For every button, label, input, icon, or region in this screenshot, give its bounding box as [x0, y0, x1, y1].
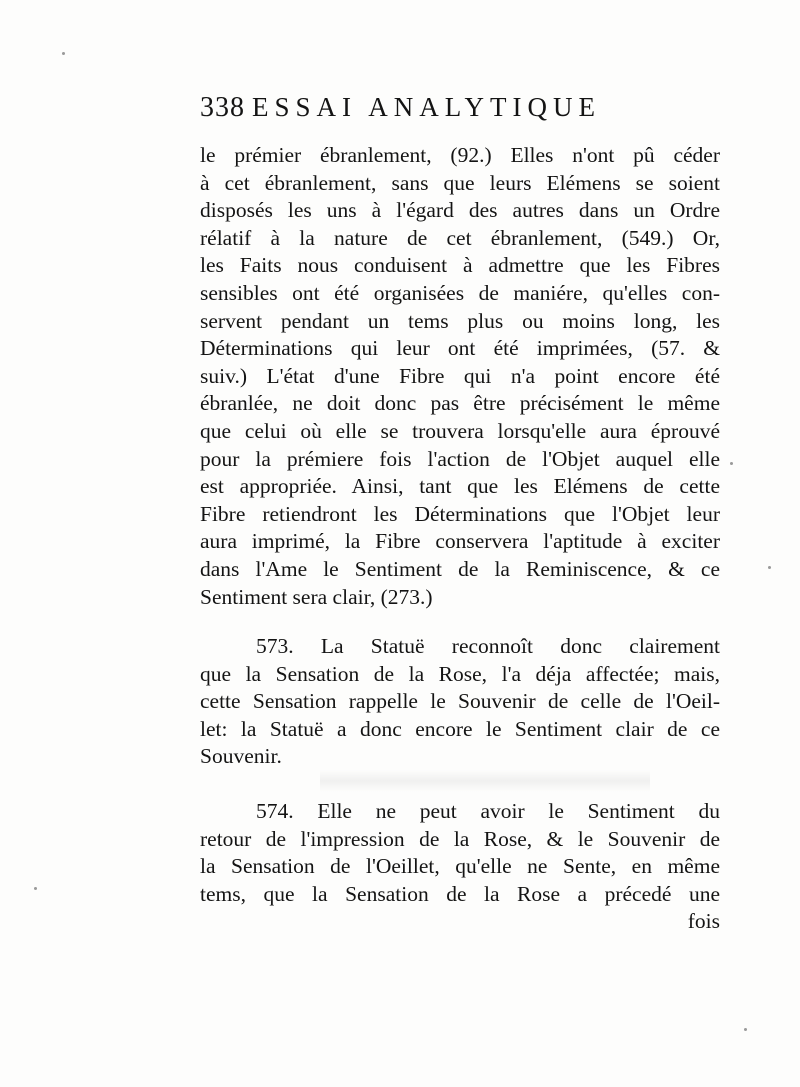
text-line: à cet ébranlement, sans que leurs Elémens se soient — [200, 170, 720, 195]
text-line: sensibles ont été organisées de maniére, qu'elles con- — [200, 280, 720, 305]
paragraph-574 — [200, 798, 720, 936]
text-line: disposés les uns à l'égard des autres dans un Ordre — [200, 198, 720, 223]
paragraph-1 — [200, 142, 720, 611]
text-line: les Faits nous conduisent à admettre que les Fibres — [200, 253, 720, 278]
text-line: cette Sensation rappelle le Souvenir de celle de l'Oeil- — [200, 689, 720, 714]
text-line: pour la prémiere fois l'action de l'Objet auquel elle — [200, 446, 720, 471]
text-line: tems, que la Sensation de la Rose a précedé une — [200, 881, 720, 906]
text-line: le prémier ébranlement, (92.) Elles n'ont pû céder — [200, 143, 720, 167]
text-line: suiv.) L'état d'une Fibre qui n'a point encore été — [200, 363, 720, 388]
text-line: 573. La Statuë reconnoît donc clairement — [256, 634, 720, 658]
text-line: Souvenir. — [200, 744, 282, 769]
paper-speck — [62, 52, 65, 55]
show-through-shadow — [320, 770, 650, 792]
page-number: 338 — [200, 92, 245, 123]
text-line: est appropriée. Ainsi, tant que les Elémens de cette — [200, 474, 720, 499]
paragraph-573 — [200, 633, 720, 771]
text-line: Déterminations qui leur ont été imprimées, (57. & — [200, 336, 720, 361]
page-header — [200, 92, 720, 128]
text-line: aura imprimé, la Fibre conservera l'aptitude à exciter — [200, 529, 720, 554]
running-head: ESSAI ANALYTIQUE — [252, 92, 602, 122]
text-line: retour de l'impression de la Rose, & le Souvenir de — [200, 826, 720, 851]
text-line: 574. Elle ne peut avoir le Sentiment du — [256, 799, 720, 823]
text-line: dans l'Ame le Sentiment de la Reminiscence, & ce — [200, 556, 720, 581]
text-line: la Sensation de l'Oeillet, qu'elle ne Sente, en même — [200, 854, 720, 879]
text-line: ébranlée, ne doit donc pas être précisément le même — [200, 391, 720, 416]
text-line: servent pendant un tems plus ou moins long, les — [200, 308, 720, 333]
paper-speck — [744, 1028, 747, 1031]
text-line: rélatif à la nature de cet ébranlement, (549.) Or, — [200, 225, 720, 250]
text-line: que celui où elle se trouvera lorsqu'elle aura éprouvé — [200, 418, 720, 443]
text-line: que la Sensation de la Rose, l'a déja affectée; mais, — [200, 661, 720, 686]
paper-speck — [730, 462, 733, 465]
paper-speck — [34, 887, 37, 890]
text-line: Sentiment sera clair, (273.) — [200, 584, 433, 609]
paper-speck — [768, 566, 771, 569]
text-line: Fibre retiendront les Déterminations que l'Objet leur — [200, 501, 720, 526]
text-line: let: la Statuë a donc encore le Sentiment clair de ce — [200, 716, 720, 741]
catchword: fois — [687, 909, 720, 934]
